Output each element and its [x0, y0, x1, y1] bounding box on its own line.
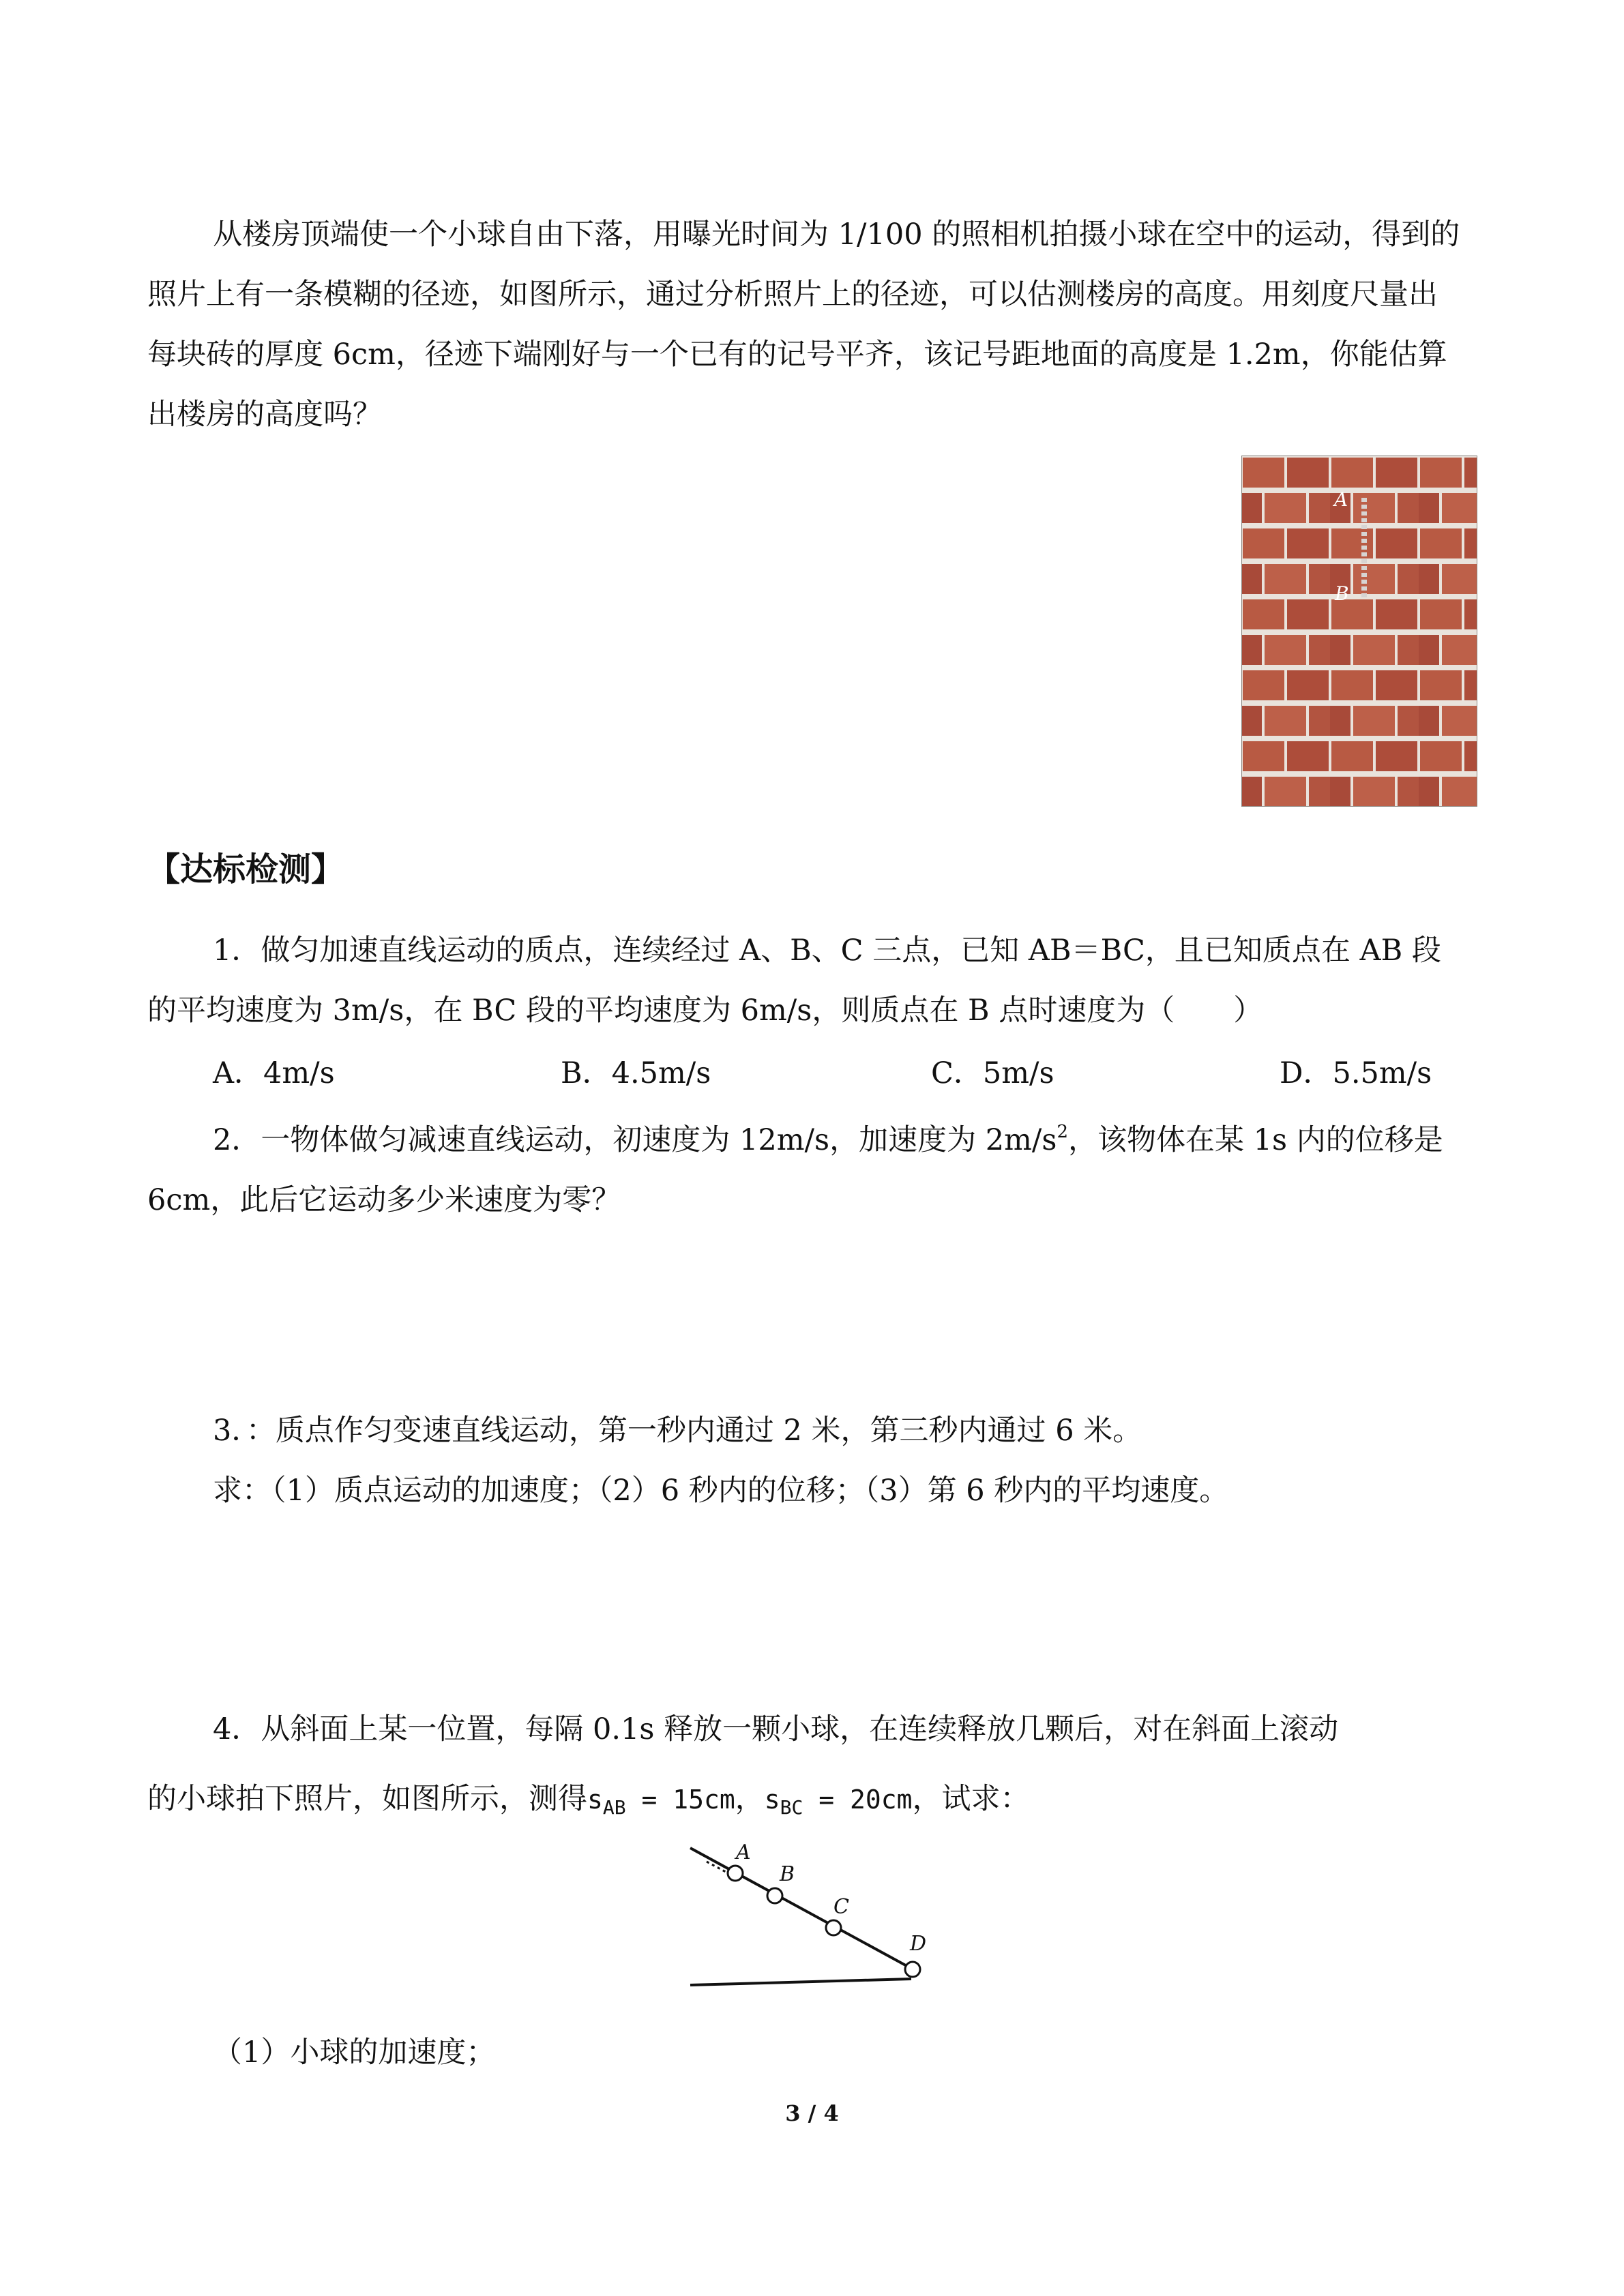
s-bc-formula: $s_{BC} = 20cm$	[764, 1785, 913, 1819]
q1-option-d: D．5.5m/s	[1280, 1056, 1432, 1090]
q4-line2-suffix: ，试求：	[912, 1782, 1030, 1816]
incline-figure	[686, 1841, 945, 1991]
intro-paragraph: 从楼房顶端使一个小球自由下落，用曝光时间为 1/100 的照相机拍摄小球在空中的运动，得到的照片上有一条模糊的径迹，如图所示，通过分析照片上的径迹，可以估测楼房的高度。用刻度尺量出每块砖的厚度 6cm，径迹下端刚好与一个已有的记号平齐，该记号距地面的高度是 1.2m，你能估算出楼房的高度吗？	[147, 218, 1460, 432]
q2-superscript: 2	[1057, 1122, 1068, 1142]
figure-label-a: A	[1334, 488, 1348, 511]
question-3-line-2: 求：（1）质点运动的加速度；（2）6 秒内的位移；（3）第 6 秒内的平均速度。	[213, 1474, 1229, 1508]
section-title: 【达标检测】	[147, 850, 344, 889]
question-2-text	[147, 1102, 1464, 1230]
question-3-line-1: 3．：质点作匀变速直线运动，第一秒内通过 2 米，第三秒内通过 6 米。	[213, 1414, 1142, 1448]
s-ab-formula: $s_{AB} = 15cm$	[587, 1785, 735, 1819]
q4-separator: ，	[735, 1782, 765, 1816]
q2-text-before: 2．一物体做匀减速直线运动，初速度为 12m/s，加速度为 2m/s	[213, 1123, 1057, 1157]
incline-label-b: B	[780, 1862, 795, 1886]
question-1-text: 1．做匀加速直线运动的质点，连续经过 A、B、C 三点，已知 AB＝BC，且已知质点在 AB 段的平均速度为 3m/s，在 BC 段的平均速度为 6m/s，则质点在 B 点时速度为（ ）	[147, 934, 1441, 1028]
page-number: 3 / 4	[785, 2100, 839, 2126]
incline-label-c: C	[833, 1895, 849, 1919]
q2-text-after: ，该物体在某 1s 内的位移是 6cm，此后它运动多少米速度为零？	[147, 1123, 1443, 1217]
q1-option-b: B．4.5m/s	[561, 1056, 711, 1090]
question-4-line-1: 4．从斜面上某一位置，每隔 0.1s 释放一颗小球，在连续释放几颗后，对在斜面上滚动	[213, 1712, 1339, 1746]
question-4-line-2	[147, 1778, 1030, 1828]
q1-option-a: A．4m/s	[213, 1056, 335, 1090]
figure-label-b: B	[1335, 582, 1349, 605]
q4-subquestion-1: （1）小球的加速度；	[213, 2036, 496, 2070]
incline-label-a: A	[736, 1841, 751, 1864]
incline-label-d: D	[910, 1932, 927, 1956]
q1-option-c: C．5m/s	[931, 1056, 1054, 1090]
q4-line2-prefix: 的小球拍下照片，如图所示，测得	[147, 1782, 587, 1816]
brick-wall-figure	[1241, 456, 1477, 807]
